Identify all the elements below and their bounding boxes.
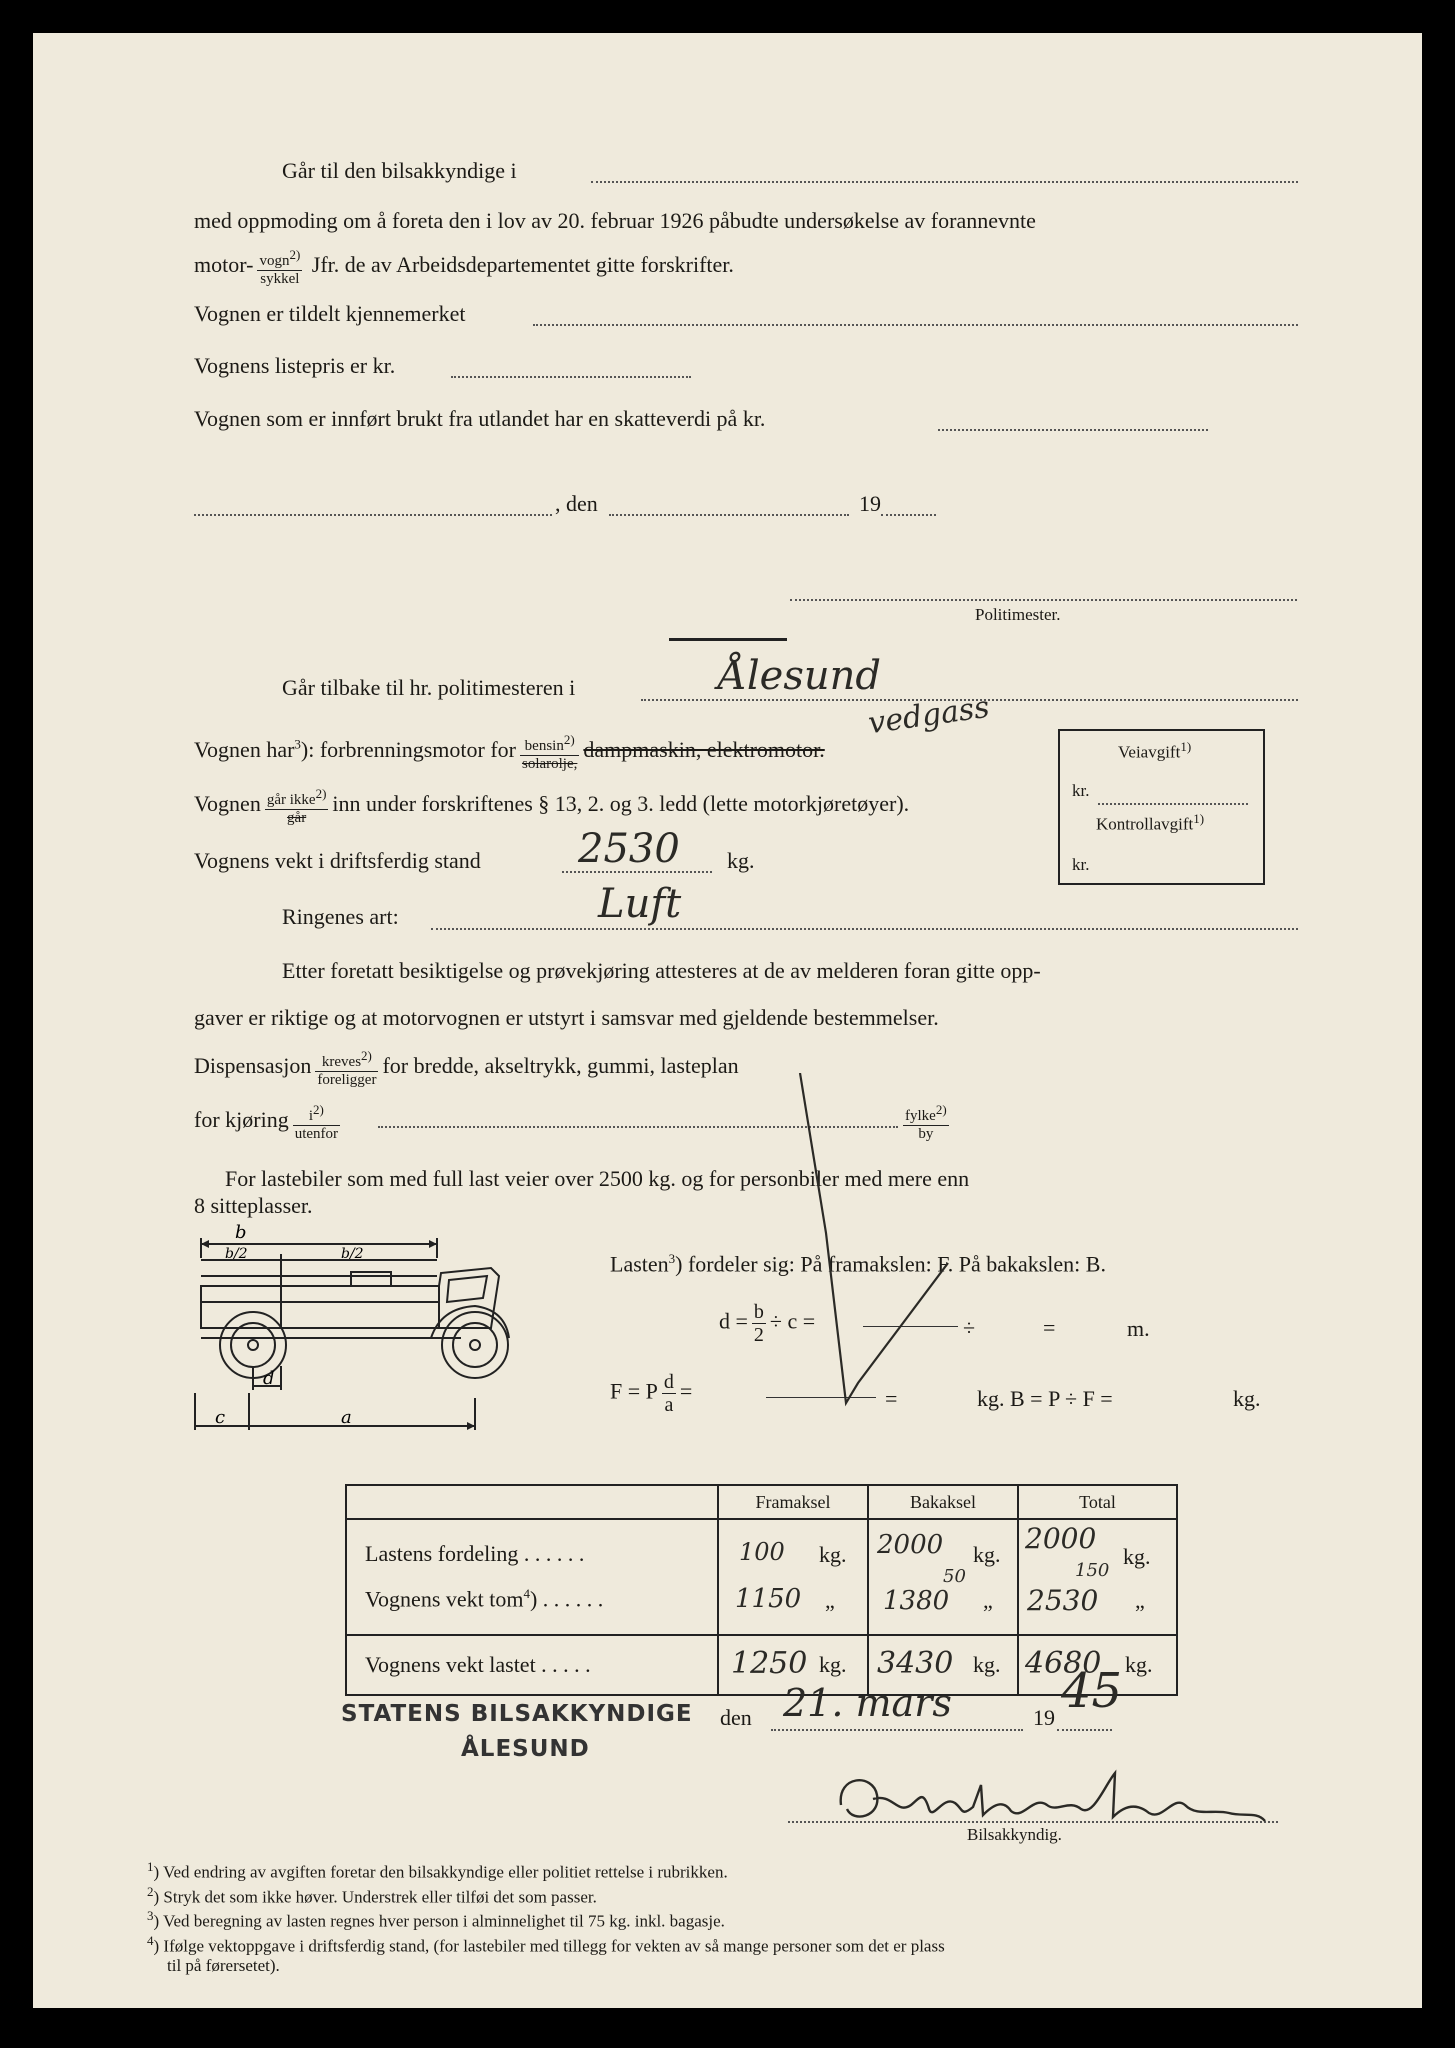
frac-num: d bbox=[663, 1371, 674, 1393]
d-over-a-fraction bbox=[662, 1371, 676, 1416]
weight-label: Vognens vekt i driftsferdig stand bbox=[194, 848, 481, 873]
kontrollavgift-label bbox=[1096, 811, 1204, 835]
fees-box bbox=[1058, 729, 1265, 885]
den-label: , den bbox=[555, 491, 598, 516]
front-load-unit: kg. bbox=[819, 1542, 847, 1567]
bilsakkyndig-label: Bilsakkyndig. bbox=[967, 1825, 1062, 1844]
bottom-year-field[interactable] bbox=[1057, 1729, 1112, 1731]
load-text: Lasten bbox=[610, 1251, 669, 1277]
truck-label-d: d bbox=[263, 1368, 275, 1389]
kg-end: kg. bbox=[1233, 1386, 1261, 1411]
motor-prefix: motor- bbox=[194, 252, 254, 278]
frac-den: går bbox=[287, 810, 307, 826]
engine-handwriting: vedgass bbox=[866, 689, 992, 742]
frac-num: vogn bbox=[259, 253, 290, 269]
footnote-4-cont: til på førersetet). bbox=[167, 1955, 280, 1975]
bottom-date-field[interactable] bbox=[771, 1729, 1023, 1731]
disp-suffix: for bredde, akseltrykk, gummi, lasteplan bbox=[382, 1053, 739, 1079]
arrow-b-left bbox=[201, 1240, 209, 1248]
politimester-label: Politimester. bbox=[975, 605, 1061, 624]
veiavgift-text: Veiavgift bbox=[1118, 742, 1181, 762]
date-field[interactable] bbox=[609, 514, 849, 516]
frac-den: foreligger bbox=[317, 1072, 377, 1088]
disp-fraction bbox=[315, 1047, 378, 1089]
frac-num: i bbox=[308, 1108, 314, 1124]
footnote-3: $^3$) Ved beregning av lasten regnes hver person i alminnelighet til 75 kg. inkl. bagasje. bbox=[147, 1908, 725, 1931]
skatteverdi-field[interactable] bbox=[938, 429, 1208, 431]
frac-num: bensin bbox=[524, 738, 564, 754]
frac-den: sykkel bbox=[260, 271, 300, 287]
f-left: F = P bbox=[610, 1378, 658, 1404]
footnote-num: 1 bbox=[147, 1859, 154, 1874]
rings-label: Ringenes art: bbox=[282, 904, 399, 929]
bottom-den: den bbox=[720, 1705, 752, 1730]
frac-num: går ikke bbox=[266, 792, 316, 808]
engine-prefix: Vognen har bbox=[194, 737, 295, 763]
truck-label-b: b bbox=[235, 1222, 247, 1243]
footnote-ref: 2) bbox=[563, 732, 575, 747]
total-empty-unit: „ bbox=[1135, 1588, 1145, 1613]
rear-load-unit: kg. bbox=[973, 1542, 1001, 1567]
cell-front-upper bbox=[718, 1519, 868, 1635]
front-loaded: 1250 bbox=[731, 1646, 808, 1681]
header-line-2: med oppmoding om å foreta den i lov av 20. februar 1926 påbudte undersøkelse av forannevnte bbox=[194, 208, 1036, 233]
weight-unit: kg. bbox=[727, 848, 755, 873]
footnote-text: Ved endring av avgiften foretar den bilsakkyndige eller politiet rettelse i rubrikken. bbox=[163, 1862, 728, 1882]
footnote-num: 4 bbox=[147, 1932, 154, 1948]
footnote-ref: 3 bbox=[668, 1251, 676, 1266]
load-rest: ) fordeler sig: På framakslen: F. På bakakslen: B. bbox=[675, 1251, 1106, 1277]
table-header-rear: Bakaksel bbox=[868, 1485, 1018, 1519]
total-loaded: 4680 bbox=[1025, 1646, 1102, 1681]
d-eq-left: d = bbox=[719, 1308, 748, 1334]
bilsakkyndige-field[interactable] bbox=[591, 181, 1298, 183]
frac-den: solarolje, bbox=[521, 756, 578, 772]
truck-diagram bbox=[191, 1218, 611, 1458]
veiavgift-field[interactable] bbox=[1098, 803, 1248, 805]
attest-line-2: gaver er riktige og at motorvognen er utstyrt i samsvar med gjeldende bestemmelser. bbox=[194, 1005, 939, 1030]
footnote-1: $^1$) Ved endring av avgiften foretar den bilsakkyndige eller politiet rettelse i rubrikken. bbox=[147, 1859, 728, 1882]
row-label-loaded: Vognens vekt lastet . . . . . bbox=[346, 1635, 718, 1695]
veiavgift-kr: kr. bbox=[1072, 781, 1090, 800]
table-header-blank bbox=[346, 1485, 718, 1519]
trucks-line-2: 8 sitteplasser. bbox=[194, 1193, 313, 1218]
kontrollavgift-text: Kontrollavgift bbox=[1096, 814, 1194, 834]
listepris-field[interactable] bbox=[451, 376, 691, 378]
frac-den: utenfor bbox=[294, 1126, 339, 1142]
front-empty: 1150 bbox=[735, 1584, 802, 1614]
arrow-b-right bbox=[429, 1240, 437, 1248]
goes-fraction bbox=[265, 785, 329, 827]
rings-handwriting: Luft bbox=[598, 881, 682, 927]
stamp-line-2: ÅLESUND bbox=[461, 1736, 590, 1762]
f-eq2: = bbox=[885, 1386, 898, 1411]
total-extra: 150 bbox=[1075, 1560, 1110, 1581]
engine-suffix: dampmaskin, elektromotor. bbox=[583, 737, 825, 763]
date-handwriting: 21. mars bbox=[783, 1681, 952, 1725]
engine-line bbox=[194, 731, 825, 773]
trucks-line-1: For lastebiler som med full last veier over 2500 kg. og for personbiler med mere enn bbox=[225, 1166, 970, 1191]
rear-extra: 50 bbox=[943, 1566, 966, 1587]
total-empty: 2530 bbox=[1027, 1584, 1099, 1617]
stamp-line-1: STATENS BILSAKKYNDIGE bbox=[341, 1701, 693, 1727]
table-row bbox=[346, 1635, 1177, 1695]
footnote-2: $^2$) Stryk det som ikke høver. Understrek eller tilføi det som passer. bbox=[147, 1883, 597, 1907]
kontrollavgift-kr: kr. bbox=[1072, 855, 1090, 874]
kjennemerke-field[interactable] bbox=[533, 324, 1298, 326]
city-handwriting: Ålesund bbox=[718, 653, 882, 699]
return-line-1: Går tilbake til hr. politimesteren i bbox=[282, 675, 576, 700]
footnote-num: 2 bbox=[147, 1883, 154, 1899]
disp-prefix: Dispensasjon bbox=[194, 1053, 312, 1079]
footnote-ref: 2) bbox=[313, 1102, 324, 1117]
cell-total-upper bbox=[1018, 1519, 1177, 1635]
rear-loaded-unit: kg. bbox=[973, 1652, 1001, 1677]
footnote-text: Ved beregning av lasten regnes hver person i alminnelighet til 75 kg. inkl. bagasje. bbox=[163, 1911, 725, 1931]
b-half-fraction bbox=[752, 1301, 766, 1346]
frac-den: 2 bbox=[753, 1324, 764, 1346]
footnote-ref: 2) bbox=[361, 1048, 372, 1063]
table-row bbox=[346, 1519, 1177, 1635]
table-header-front: Framaksel bbox=[718, 1485, 868, 1519]
total-loaded-unit: kg. bbox=[1125, 1652, 1153, 1677]
truck-label-a: a bbox=[341, 1407, 352, 1428]
footnote-text: Stryk det som ikke høver. Understrek eller tilføi det som passer. bbox=[163, 1887, 597, 1907]
footnote-ref: 1) bbox=[1180, 739, 1192, 754]
politimester-signature-line[interactable] bbox=[790, 599, 1297, 601]
cell-rear-upper bbox=[868, 1519, 1018, 1635]
d-eq-rest: ÷ c = bbox=[769, 1308, 816, 1334]
front-loaded-unit: kg. bbox=[819, 1652, 847, 1677]
bottom-year-prefix: 19 bbox=[1033, 1705, 1055, 1730]
truck-label-c: c bbox=[215, 1407, 226, 1428]
footnote-num: 3 bbox=[147, 1908, 154, 1924]
table-header-total: Total bbox=[1018, 1485, 1177, 1519]
footnote-text: Ifølge vektoppgave i driftsferdig stand, (for lastebiler med tillegg for vekten av så mange personer som det er plass bbox=[163, 1936, 945, 1956]
attest-line-1: Etter foretatt besiktigelse og prøvekjøring attesteres at de av melderen foran gitte opp- bbox=[282, 958, 1041, 983]
goes-prefix: Vognen bbox=[194, 791, 261, 817]
front-load: 100 bbox=[739, 1538, 785, 1566]
truck-label-b-half-2: b/2 bbox=[341, 1246, 364, 1262]
footnote-ref: 1) bbox=[1193, 811, 1205, 826]
frac-den: a bbox=[664, 1394, 674, 1416]
table-header-row bbox=[346, 1485, 1177, 1519]
vogn-sykkel-fraction bbox=[257, 246, 302, 288]
arrow-a-right bbox=[467, 1422, 475, 1430]
row-label-text: Vognens vekt tom bbox=[365, 1586, 524, 1612]
header-line-5: Vognens listepris er kr. bbox=[194, 353, 396, 378]
rear-load: 2000 bbox=[877, 1530, 944, 1560]
frac-num: b bbox=[753, 1301, 764, 1323]
rear-empty-unit: „ bbox=[983, 1588, 993, 1613]
drive-prefix: for kjøring bbox=[194, 1107, 289, 1133]
footnote-ref: 4 bbox=[523, 1586, 530, 1602]
total-load-unit: kg. bbox=[1123, 1544, 1151, 1569]
total-load: 2000 bbox=[1025, 1522, 1097, 1555]
footnote-ref: 2) bbox=[289, 247, 301, 262]
footnote-4: $^4$) Ifølge vektoppgave i driftsferdig stand, (for lastebiler med tillegg for vekten av så mange personer som det er plass bbox=[147, 1932, 945, 1956]
check-mark-stroke bbox=[788, 1073, 958, 1433]
goes-line bbox=[194, 785, 909, 827]
b-formula: kg. B = P ÷ F = bbox=[977, 1386, 1113, 1411]
header-line-3-suffix: Jfr. de av Arbeidsdepartementet gitte forskrifter. bbox=[311, 252, 734, 278]
rings-field[interactable] bbox=[431, 928, 1298, 930]
engine-mid: ): forbrenningsmotor for bbox=[300, 737, 516, 763]
d-eq: = bbox=[1043, 1315, 1056, 1340]
footnotes bbox=[147, 1857, 945, 1975]
veiavgift-label bbox=[1118, 739, 1191, 763]
footnote-ref: 3 bbox=[294, 736, 301, 752]
fuel-fraction bbox=[520, 731, 579, 773]
truck-label-b-half-1: b/2 bbox=[225, 1246, 248, 1262]
goes-suffix: inn under forskriftenes § 13, 2. og 3. ledd (lette motorkjøretøyer). bbox=[332, 791, 910, 817]
frac-den: by bbox=[918, 1126, 934, 1142]
rear-empty: 1380 bbox=[883, 1586, 950, 1616]
footnote-ref: 2) bbox=[935, 1102, 947, 1117]
year-prefix: 19 bbox=[859, 491, 881, 516]
frac-num: fylke bbox=[905, 1108, 936, 1124]
front-empty-unit: „ bbox=[825, 1588, 835, 1613]
header-line-4: Vognen er tildelt kjennemerket bbox=[194, 301, 466, 326]
place-field[interactable] bbox=[194, 514, 552, 516]
dispensation-line bbox=[194, 1047, 739, 1089]
load-table bbox=[345, 1484, 1178, 1696]
drive-fraction bbox=[293, 1101, 340, 1143]
row-label-distribution: Lastens fordeling . . . . . . bbox=[365, 1541, 585, 1567]
form-page bbox=[33, 33, 1422, 2008]
frac-num: kreves bbox=[321, 1054, 362, 1070]
drive-line bbox=[194, 1101, 344, 1143]
d-div: ÷ bbox=[963, 1315, 976, 1340]
year-field[interactable] bbox=[881, 514, 936, 516]
row-label-empty-weight bbox=[365, 1574, 716, 1619]
footnote-ref: 2) bbox=[315, 786, 327, 801]
header-line-3 bbox=[194, 246, 734, 288]
year-handwriting: 45 bbox=[1061, 1663, 1123, 1719]
f-eq: = bbox=[679, 1378, 693, 1404]
weight-handwriting: 2530 bbox=[578, 826, 680, 872]
rear-loaded: 3430 bbox=[877, 1646, 954, 1681]
header-line-6: Vognen som er innført brukt fra utlandet har en skatteverdi på kr. bbox=[194, 406, 766, 431]
header-line-1: Går til den bilsakkyndige i bbox=[282, 158, 517, 183]
row-label-dots: ) . . . . . . bbox=[529, 1586, 604, 1612]
d-unit: m. bbox=[1127, 1316, 1150, 1341]
section-divider bbox=[669, 638, 787, 641]
f-formula bbox=[610, 1371, 692, 1416]
table-row-labels bbox=[346, 1519, 718, 1635]
